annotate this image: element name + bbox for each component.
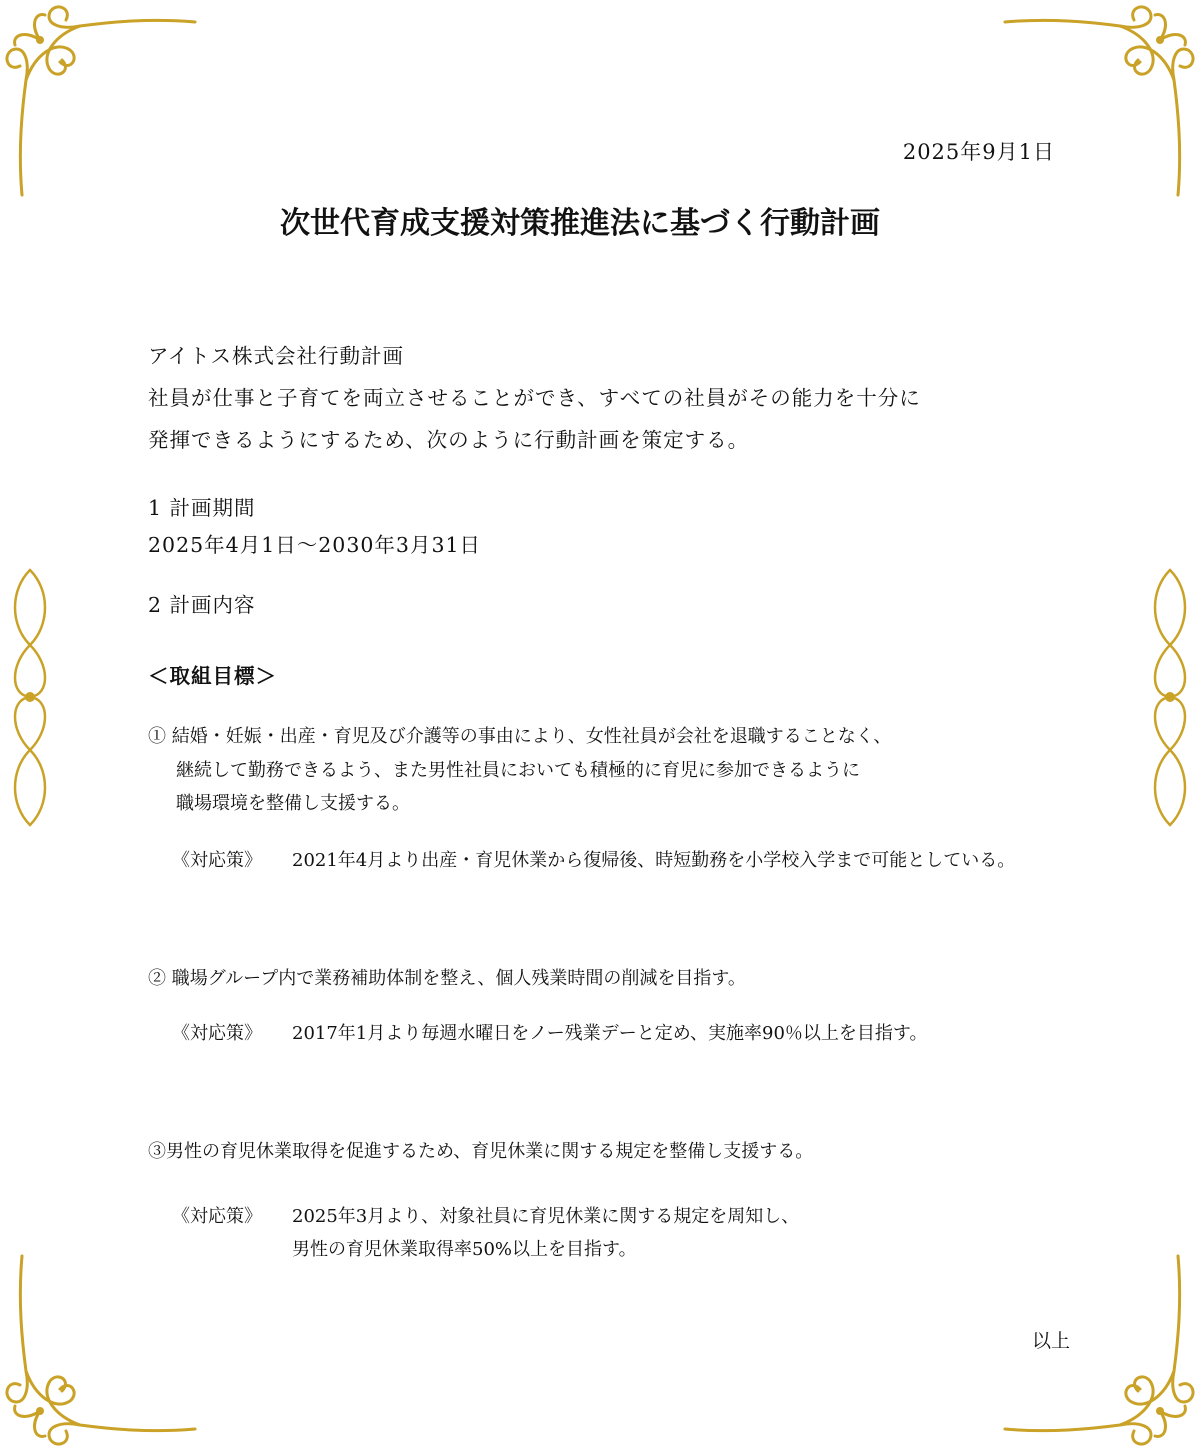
flourish-icon — [0, 0, 200, 200]
goal-3-measure-line-2: 男性の育児休業取得率50%以上を目指す。 — [292, 1239, 637, 1260]
corner-ornament-top-left — [0, 0, 200, 200]
goal-1-measure-label: 《対応策》 — [172, 850, 262, 871]
section2-heading: 2 計画内容 — [148, 593, 256, 617]
goal-3-measure-line-1: 2025年3月より、対象社員に育児休業に関する規定を周知し、 — [292, 1206, 800, 1227]
goal-1-line-3: 職場環境を整備し支援する。 — [176, 793, 410, 814]
flourish-icon — [1000, 0, 1200, 200]
flourish-icon — [0, 1251, 200, 1451]
goal-2-measure-label: 《対応策》 — [172, 1023, 262, 1044]
plan-period: 2025年4月1日～2030年3月31日 — [148, 533, 482, 557]
intro-line-1: 社員が仕事と子育てを両立させることができ、すべての社員がその能力を十分に — [148, 386, 921, 410]
goal-3-measure-label: 《対応策》 — [172, 1206, 262, 1227]
side-ornament-left — [8, 565, 52, 830]
corner-ornament-bottom-right — [1000, 1251, 1200, 1451]
goal-1-measure-line-1: 2021年4月より出産・育児休業から復帰後、時短勤務を小学校入学まで可能としている。 — [292, 850, 1016, 871]
goals-heading: ＜取組目標＞ — [148, 664, 277, 688]
closing-text: 以上 — [1031, 1330, 1070, 1352]
corner-ornament-bottom-left — [0, 1251, 200, 1451]
company-plan-name: アイトス株式会社行動計画 — [148, 344, 404, 368]
document-title: 次世代育成支援対策推進法に基づく行動計画 — [280, 206, 880, 241]
goal-1-line-2: 継続して勤務できるよう、また男性社員においても積極的に育児に参加できるように — [176, 760, 860, 781]
goal-3-line-1: ③男性の育児休業取得を促進するため、育児休業に関する規定を整備し支援する。 — [148, 1141, 814, 1162]
goal-2-line-1: ② 職場グループ内で業務補助体制を整え、個人残業時間の削減を目指す。 — [148, 968, 746, 989]
document-date: 2025年9月1日 — [902, 140, 1055, 164]
goal-1-line-1: ① 結婚・妊娠・出産・育児及び介護等の事由により、女性社員が会社を退職することなく、 — [148, 726, 892, 747]
scroll-flourish-icon — [1148, 565, 1192, 830]
corner-ornament-top-right — [1000, 0, 1200, 200]
side-ornament-right — [1148, 565, 1192, 830]
flourish-icon — [1000, 1251, 1200, 1451]
scroll-flourish-icon — [8, 565, 52, 830]
goal-2-measure-line-1: 2017年1月より毎週水曜日をノー残業デーと定め、実施率90％以上を目指す。 — [292, 1023, 928, 1044]
intro-line-2: 発揮できるようにするため、次のように行動計画を策定する。 — [148, 428, 750, 452]
section1-heading: 1 計画期間 — [148, 496, 256, 520]
